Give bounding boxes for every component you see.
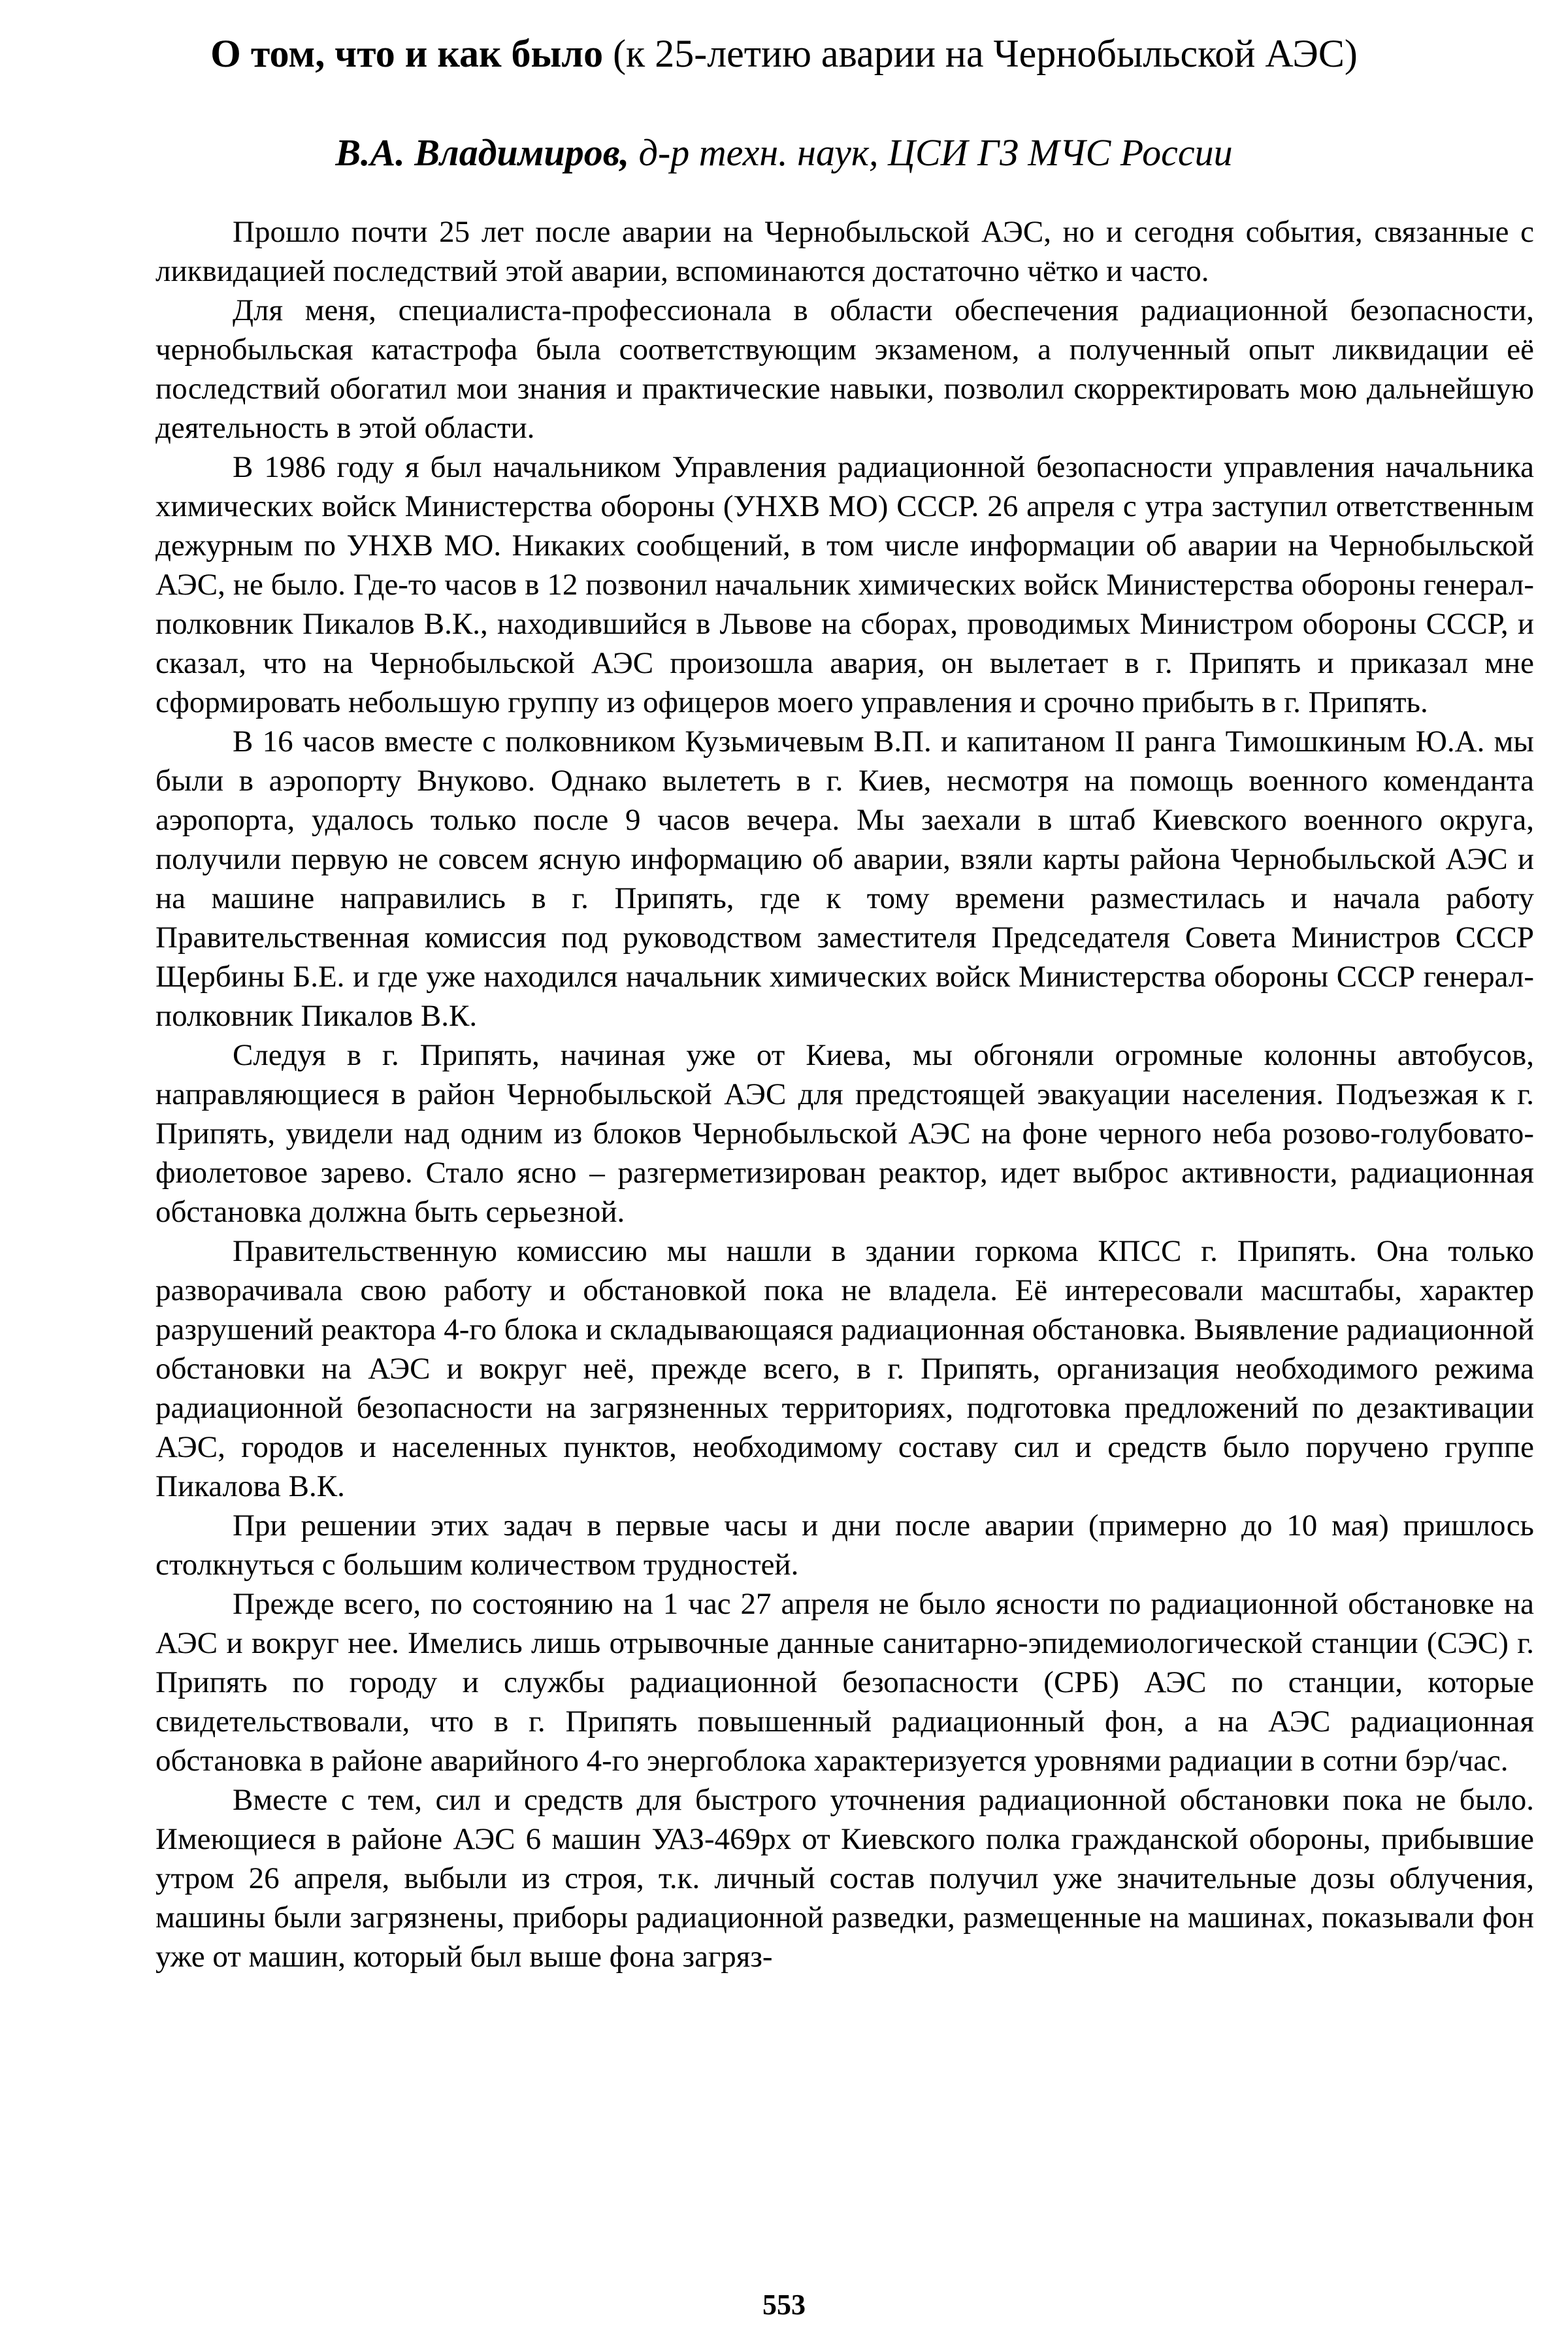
article-title — [0, 26, 1568, 81]
paragraph: Вместе с тем, сил и средств для быстрого уточнения радиационной обстановки пока не было. Имеющиеся в районе АЭС 6 машин УАЗ-469рх от Киевского полка гражданской обороны, прибывшие утром 26 апреля, выбыли из строя, т.к. личный состав получил уже значительные дозы облучения, машины были загрязнены, приборы радиационной разведки, размещенные на машинах, показывали фон уже от машин, который был выше фона загряз- — [155, 1783, 1534, 1974]
author-line — [0, 125, 1568, 180]
paragraph: В 1986 году я был начальником Управления радиационной безопасности управления начальника химических войск Министерства обороны (УНХВ МО) СССР. 26 апреля с утра заступил ответственным дежурным по УНХВ МО. Никаких сообщений, в том числе информации об аварии на Чернобыльской АЭС, не было. Где-то часов в 12 позвонил начальник химических войск Министерства обороны генерал-полковник Пикалов В.К., находившийся в Львове на сборах, проводимых Министром обороны СССР, и сказал, что на Чернобыльской АЭС произошла авария, он вылетает в г. Припять и приказал мне сформировать небольшую группу из офицеров моего управления и срочно прибыть в г. Припять. — [155, 450, 1534, 719]
article-title-subtitle: (к 25-летию аварии на Чернобыльской АЭС) — [613, 32, 1358, 75]
paragraph: В 16 часов вместе с полковником Кузьмичевым В.П. и капитаном II ранга Тимошкиным Ю.А. мы были в аэропорту Внуково. Однако вылететь в г. Киев, несмотря на помощь военного коменданта аэропорта, удалось только после 9 часов вечера. Мы заехали в штаб Киевского военного округа, получили первую не совсем ясную информацию об аварии, взяли карты района Чернобыльской АЭС и на машине направились в г. Припять, где к тому времени разместилась и начала работу Правительственная комиссия под руководством заместителя Председателя Совета Министров СССР Щербины Б.Е. и где уже находился начальник химических войск Министерства обороны СССР генерал-полковник Пикалов В.К. — [155, 725, 1534, 1033]
paragraph: При решении этих задач в первые часы и дни после аварии (примерно до 10 мая) пришлось столкнуться с большим количеством трудностей. — [155, 1509, 1534, 1582]
paragraph: Прошло почти 25 лет после аварии на Чернобыльской АЭС, но и сегодня события, связанные с ликвидацией последствий этой аварии, вспоминаются достаточно чётко и часто. — [155, 215, 1534, 288]
paragraph: Для меня, специалиста-профессионала в области обеспечения радиационной безопасности, чернобыльская катастрофа была соответствующим экзаменом, а полученный опыт ликвидации её последствий обогатил мои знания и практические навыки, позволил скорректировать мою дальнейшую деятельность в этой области. — [155, 293, 1534, 445]
author-name: В.А. Владимиров, — [335, 131, 630, 174]
paragraph: Правительственную комиссию мы нашли в здании горкома КПСС г. Припять. Она только разворачивала свою работу и обстановкой пока не владела. Её интересовали масштабы, характер разрушений реактора 4-го блока и складывающаяся радиационная обстановка. Выявление радиационной обстановки на АЭС и вокруг неё, прежде всего, в г. Припять, организация необходимого режима радиационной безопасности на загрязненных территориях, подготовка предложений по дезактивации АЭС, городов и населенных пунктов, необходимому составу сил и средств было поручено группе Пикалова В.К. — [155, 1234, 1534, 1503]
article-body — [155, 212, 1534, 1976]
article-title-main: О том, что и как было — [210, 32, 604, 75]
paragraph: Следуя в г. Припять, начиная уже от Киева, мы обгоняли огромные колонны автобусов, направляющиеся в район Чернобыльской АЭС для предстоящей эвакуации населения. Подъезжая к г. Припять, увидели над одним из блоков Чернобыльской АЭС на фоне черного неба розово-голубовато-фиолетовое зарево. Стало ясно – разгерметизирован реактор, идет выброс активности, радиационная обстановка должна быть серьезной. — [155, 1038, 1534, 1229]
author-affiliation: д-р техн. наук, ЦСИ ГЗ МЧС России — [638, 131, 1233, 174]
paragraph: Прежде всего, по состоянию на 1 час 27 апреля не было ясности по радиационной обстановке на АЭС и вокруг нее. Имелись лишь отрывочные данные санитарно-эпидемиологической станции (СЭС) г. Припять по городу и службы радиационной безопасности (СРБ) АЭС по станции, которые свидетельствовали, что в г. Припять повышенный радиационный фон, а на АЭС радиационная обстановка в районе аварийного 4-го энергоблока характеризуется уровнями радиации в сотни бэр/час. — [155, 1587, 1534, 1778]
page-number: 553 — [762, 2289, 806, 2321]
